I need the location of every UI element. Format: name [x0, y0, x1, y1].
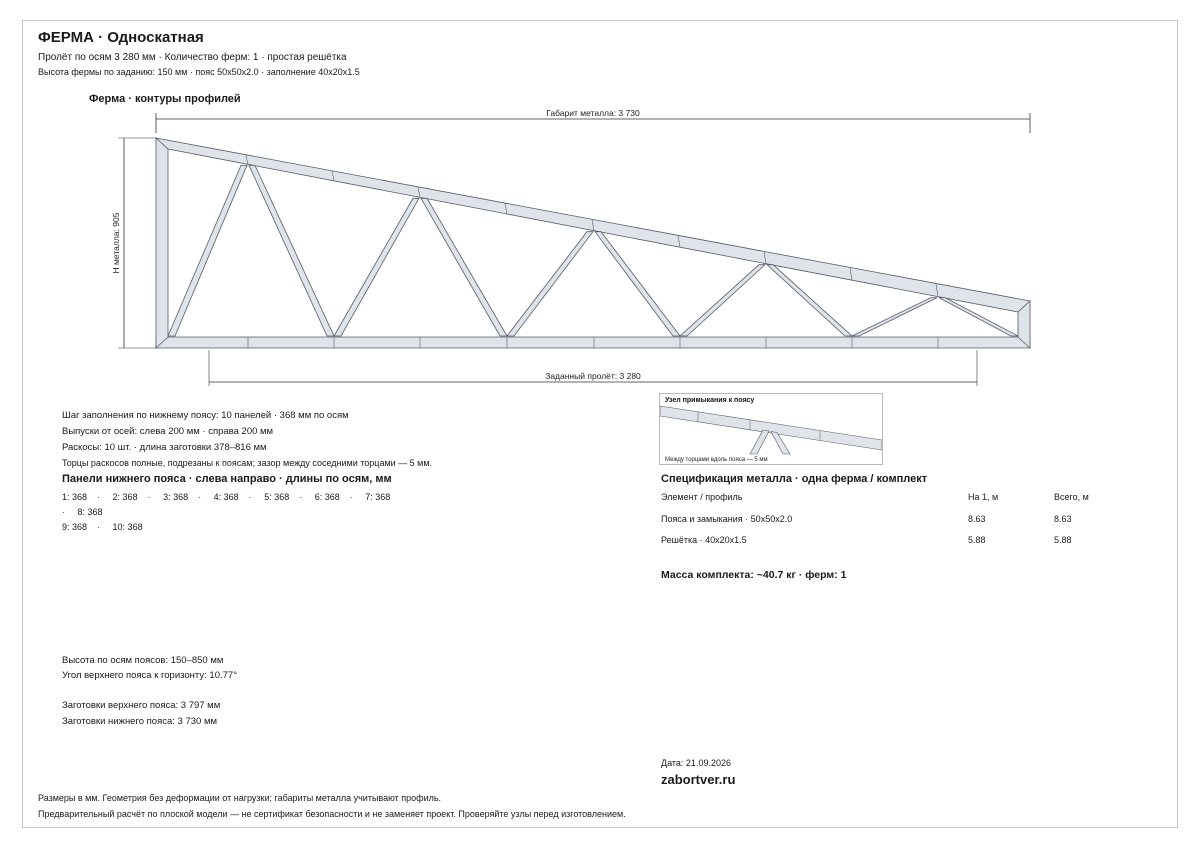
truss-brace: [680, 265, 765, 336]
inset-chord: [660, 406, 882, 450]
panel-separator: ·: [248, 492, 252, 502]
truss-members: [156, 138, 1030, 348]
spec-header-total: Всего, м: [1054, 492, 1089, 502]
brand-logo-text: zabortver.ru: [661, 772, 736, 787]
spec-cell-total: 5.88: [1054, 535, 1072, 545]
spec-title: Спецификация металла · одна ферма / комплект: [661, 473, 928, 485]
geometry-height: Высота по осям поясов: 150–850 мм: [62, 655, 224, 666]
left-end-post: [156, 138, 168, 348]
panel-item: 8: 368: [77, 507, 103, 517]
spec-cell-per-one: 5.88: [968, 535, 986, 545]
date-label: Дата: 21.09.2026: [661, 758, 731, 768]
truss-brace: [168, 165, 247, 336]
overall-dimension: [156, 108, 1030, 133]
footer-note-dimensions: Размеры в мм. Геометрия без деформации от нагрузки; габариты металла учитывают профиль.: [38, 793, 442, 803]
panel-item: 4: 368: [213, 492, 239, 502]
truss-brace: [334, 198, 419, 336]
span-dimension: [209, 350, 977, 386]
span-dim-label: Заданный пролёт: 3 280: [545, 371, 641, 381]
joint-detail-drawing: [660, 394, 882, 464]
spec-cell-per-one: 8.63: [968, 514, 986, 524]
panels-list: [62, 490, 402, 535]
geometry-angle: Угол верхнего пояса к горизонту: 10.77°: [62, 670, 237, 681]
panel-separator: ·: [97, 522, 101, 532]
panel-item: 5: 368: [264, 492, 290, 502]
spec-header-row: [661, 492, 1114, 514]
truss-brace: [507, 232, 593, 336]
panel-item: 2: 368: [112, 492, 138, 502]
spec-header-per-one: На 1, м: [968, 492, 999, 502]
inset-brace-left: [750, 430, 769, 454]
panel-separator: ·: [349, 492, 353, 502]
truss-brace: [852, 298, 937, 336]
panel-item: 6: 368: [314, 492, 340, 502]
spec-mass: Масса комплекта: ~40.7 кг · ферм: 1: [661, 569, 847, 581]
spec-header-element: Элемент / профиль: [661, 492, 743, 502]
table-row: [661, 535, 1114, 556]
truss-brace: [421, 198, 507, 336]
info-line-outlets: Выпуски от осей: слева 200 мм · справа 200 мм: [62, 426, 274, 437]
page-title: ФЕРМА · Односкатная: [38, 29, 204, 46]
inset-title: Узел примыкания к поясу: [665, 397, 755, 404]
height-dim-label: Н металла: 905: [111, 212, 121, 274]
panel-separator: ·: [198, 492, 202, 502]
drawing-section-title: Ферма · контуры профилей: [89, 93, 241, 105]
spec-table: [661, 492, 1114, 556]
spec-cell-element: Пояса и замыкания · 50x50x2.0: [661, 514, 793, 524]
spec-cell-element: Решётка · 40x20x1.5: [661, 535, 747, 545]
panel-separator: ·: [299, 492, 303, 502]
inset-caption: Между торцами вдоль пояса — 5 мм: [665, 457, 768, 463]
footer-note-disclaimer: Предварительный расчёт по плоской модели — не сертификат безопасности и не заменяет проект. Проверяйте узлы перед изготовлением.: [38, 809, 626, 819]
panel-separator: ·: [147, 492, 151, 502]
truss-brace: [249, 165, 334, 336]
info-line-panels: Шаг заполнения по нижнему поясу: 10 панелей · 368 мм по осям: [62, 410, 349, 421]
panel-item: 7: 368: [365, 492, 391, 502]
page-subtitle: Пролёт по осям 3 280 мм · Количество ферм: 1 · простая решётка: [38, 52, 347, 63]
truss-brace: [595, 232, 680, 336]
panel-separator: ·: [97, 492, 101, 502]
bottom-chord: [156, 337, 1030, 348]
panels-title: Панели нижнего пояса · слева направо · длины по осям, мм: [62, 473, 392, 485]
geometry-top-chord-blank: Заготовки верхнего пояса: 3 797 мм: [62, 700, 221, 711]
info-line-ends: Торцы раскосов полные, подрезаны к поясам; зазор между соседними торцами — 5 мм.: [62, 458, 433, 468]
panel-item: 9: 368: [62, 522, 88, 532]
truss-drawing: [0, 0, 1200, 400]
table-row: [661, 514, 1114, 535]
panel-separator: ·: [62, 507, 65, 517]
overall-dim-label: Габарит металла: 3 730: [546, 108, 640, 118]
panel-item: 1: 368: [62, 492, 88, 502]
height-dimension: [111, 138, 156, 348]
panel-item: 3: 368: [163, 492, 189, 502]
spec-cell-total: 8.63: [1054, 514, 1072, 524]
joint-detail-inset: [659, 393, 883, 465]
panel-item: 10: 368: [112, 522, 143, 532]
geometry-bottom-chord-blank: Заготовки нижнего пояса: 3 730 мм: [62, 716, 218, 727]
page-note: Высота фермы по заданию: 150 мм · пояс 50x50x2.0 · заполнение 40x20x1.5: [38, 67, 360, 77]
info-line-braces: Раскосы: 10 шт. · длина заготовки 378–816 мм: [62, 442, 267, 453]
